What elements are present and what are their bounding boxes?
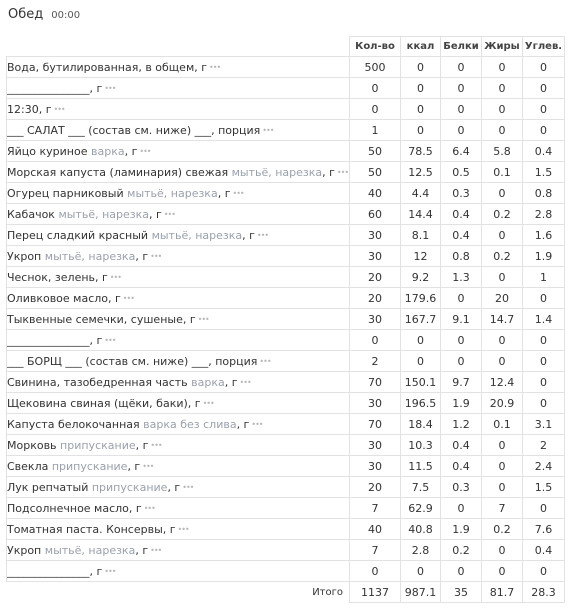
fat-cell: 0 [482,183,523,204]
protein-cell: 0 [441,561,482,582]
food-name: Чеснок, зелень, г [7,270,108,284]
total-carbs: 28.3 [523,582,565,603]
unit-label: , г [167,480,181,494]
quantity-cell[interactable]: 50 [350,162,401,183]
food-name-cell[interactable] [7,141,350,162]
protein-cell: 0 [441,330,482,351]
more-options-icon[interactable]: ••• [104,566,116,576]
fat-cell: 0 [482,456,523,477]
more-options-icon[interactable]: ••• [142,461,154,471]
table-row[interactable] [7,330,565,351]
quantity-cell[interactable]: 0 [350,99,401,120]
food-name: Кабачок [7,207,55,221]
quantity-cell[interactable]: 30 [350,393,401,414]
fat-cell: 0 [482,57,523,78]
preparation-method[interactable]: мытьё, нарезка [44,249,136,263]
carbs-cell: 0.4 [523,141,565,162]
food-name: Вода, бутилированная, в общем, г [7,60,208,74]
food-name-cell[interactable] [7,78,350,99]
protein-cell: 0.4 [441,435,482,456]
unit-label: , г [242,228,255,242]
food-name-cell[interactable] [7,267,350,288]
protein-cell: 0 [441,288,482,309]
quantity-cell[interactable]: 30 [350,435,401,456]
fat-cell: 5.8 [482,141,523,162]
quantity-cell[interactable]: 20 [350,267,401,288]
fat-cell: 0 [482,330,523,351]
food-rows [7,57,565,582]
food-name-cell[interactable] [7,540,350,561]
table-row[interactable] [7,477,565,498]
food-name-cell[interactable] [7,456,350,477]
more-options-icon[interactable]: ••• [150,440,162,450]
unit-label: , г [135,249,149,263]
more-options-icon[interactable]: ••• [251,419,263,429]
kcal-cell: 10.3 [401,435,441,456]
food-name: Морковь [7,438,57,452]
quantity-cell[interactable]: 30 [350,246,401,267]
protein-cell: 0 [441,351,482,372]
table-row[interactable] [7,309,565,330]
food-name-cell[interactable] [7,246,350,267]
kcal-cell: 179.6 [401,288,441,309]
food-name: ___ БОРЩ ___ (состав см. ниже) ___, порция [7,354,258,368]
total-fat: 81.7 [482,582,523,603]
carbs-cell: 0 [523,561,565,582]
protein-cell: 0 [441,120,482,141]
food-name-cell[interactable] [7,204,350,225]
fat-cell: 20.9 [482,393,523,414]
kcal-cell: 12 [401,246,441,267]
food-name: Свинина, тазобедренная часть [7,375,188,389]
kcal-cell: 4.4 [401,183,441,204]
quantity-cell[interactable]: 0 [350,78,401,99]
carbs-cell: 7.6 [523,519,565,540]
food-name: ___ САЛАТ ___ (состав см. ниже) ___, порция [7,123,261,137]
food-name: _______________, г [7,81,103,95]
food-name: Морская капуста (ламинария) свежая [7,165,229,179]
preparation-method[interactable]: мытьё, нарезка [127,186,218,200]
kcal-cell: 9.2 [401,267,441,288]
kcal-cell: 14.4 [401,204,441,225]
protein-cell: 1.9 [441,519,482,540]
unit-label: , г [124,144,138,158]
food-name-cell[interactable] [7,393,350,414]
unit-label: , г [224,375,238,389]
kcal-cell: 11.5 [401,456,441,477]
more-options-icon[interactable]: ••• [150,251,162,261]
food-name: Перец сладкий красный [7,228,149,242]
protein-cell: 0.8 [441,246,482,267]
food-table [6,36,565,603]
food-name: _______________, г [7,564,103,578]
table-row[interactable] [7,162,565,183]
food-name-cell[interactable] [7,435,350,456]
kcal-cell: 8.1 [401,225,441,246]
food-name: Щековина свиная (щёки, баки), г [7,396,201,410]
food-name-cell[interactable] [7,498,350,519]
protein-cell: 0.4 [441,456,482,477]
food-name: Укроп [7,249,42,263]
protein-cell: 0.5 [441,162,482,183]
more-options-icon[interactable]: ••• [104,335,116,345]
table-row[interactable] [7,498,565,519]
table-row[interactable] [7,540,565,561]
fat-cell: 0 [482,435,523,456]
food-name-cell[interactable] [7,57,350,78]
fat-cell: 0 [482,477,523,498]
carbs-cell: 2 [523,435,565,456]
carbs-cell: 0.4 [523,540,565,561]
fat-cell: 20 [482,288,523,309]
kcal-cell: 40.8 [401,519,441,540]
unit-label: , г [322,165,335,179]
quantity-cell[interactable]: 30 [350,225,401,246]
table-row[interactable] [7,225,565,246]
food-name-cell[interactable] [7,330,350,351]
unit-label: , г [217,186,231,200]
column-header-fat: Жиры [482,37,523,57]
table-row[interactable] [7,351,565,372]
more-options-icon[interactable]: ••• [336,167,349,177]
carbs-cell: 0 [523,330,565,351]
table-row[interactable] [7,561,565,582]
food-name-cell[interactable] [7,561,350,582]
carbs-cell: 1 [523,267,565,288]
carbs-cell: 0.8 [523,183,565,204]
fat-cell: 0.1 [482,414,523,435]
total-protein: 35 [441,582,482,603]
food-name-cell[interactable] [7,162,350,183]
kcal-cell: 0 [401,330,441,351]
preparation-method[interactable]: припускание [60,438,136,452]
food-name: Огурец парниковый [7,186,124,200]
kcal-cell: 196.5 [401,393,441,414]
kcal-cell: 78.5 [401,141,441,162]
fat-cell: 0 [482,267,523,288]
protein-cell: 0.2 [441,540,482,561]
fat-cell: 0 [482,351,523,372]
carbs-cell: 0 [523,99,565,120]
meal-title: Обед [8,7,44,22]
preparation-method[interactable]: варка без слива [143,417,237,431]
more-options-icon[interactable]: ••• [239,377,251,387]
fat-cell: 0.2 [482,519,523,540]
more-options-icon[interactable]: ••• [163,209,175,219]
food-name: Капуста белокочанная [7,417,140,431]
table-row[interactable] [7,204,565,225]
fat-cell: 0.2 [482,246,523,267]
food-name-cell[interactable] [7,99,350,120]
preparation-method[interactable]: варка [90,144,125,158]
fat-cell: 0 [482,78,523,99]
food-name-cell[interactable] [7,477,350,498]
more-options-icon[interactable]: ••• [202,398,214,408]
carbs-cell: 1.9 [523,246,565,267]
table-row[interactable] [7,435,565,456]
carbs-cell: 3.1 [523,414,565,435]
more-options-icon[interactable]: ••• [143,503,155,513]
quantity-cell[interactable]: 0 [350,330,401,351]
kcal-cell: 0 [401,57,441,78]
food-name-cell[interactable] [7,225,350,246]
food-name-cell[interactable] [7,309,350,330]
fat-cell: 14.7 [482,309,523,330]
carbs-cell: 2.4 [523,456,565,477]
kcal-cell: 0 [401,351,441,372]
quantity-cell[interactable]: 7 [350,498,401,519]
carbs-cell: 1.6 [523,225,565,246]
kcal-cell: 18.4 [401,414,441,435]
food-name: _______________, г [7,333,103,347]
table-row[interactable] [7,288,565,309]
table-header-row [7,37,565,57]
quantity-cell[interactable]: 20 [350,288,401,309]
more-options-icon[interactable]: ••• [182,482,194,492]
kcal-cell: 0 [401,120,441,141]
preparation-method[interactable]: варка [191,375,225,389]
more-options-icon[interactable]: ••• [109,272,121,282]
carbs-cell: 0 [523,288,565,309]
quantity-cell[interactable]: 0 [350,561,401,582]
more-options-icon[interactable]: ••• [139,146,151,156]
preparation-method[interactable]: припускание [91,480,168,494]
fat-cell: 7 [482,498,523,519]
quantity-cell[interactable]: 1 [350,120,401,141]
protein-cell: 9.7 [441,372,482,393]
food-name: Лук репчатый [7,480,89,494]
food-name-cell[interactable] [7,120,350,141]
table-row[interactable] [7,372,565,393]
table-row[interactable] [7,456,565,477]
kcal-cell: 62.9 [401,498,441,519]
protein-cell: 0 [441,99,482,120]
food-name-cell[interactable] [7,351,350,372]
preparation-method[interactable]: мытьё, нарезка [151,228,243,242]
protein-cell: 0 [441,78,482,99]
quantity-cell[interactable]: 500 [350,57,401,78]
fat-cell: 0 [482,99,523,120]
meal-time[interactable]: 00:00 [51,10,81,21]
kcal-cell: 167.7 [401,309,441,330]
carbs-cell: 0 [523,372,565,393]
protein-cell: 9.1 [441,309,482,330]
preparation-method[interactable]: мытьё, нарезка [44,543,136,557]
carbs-cell: 0 [523,78,565,99]
unit-label: , г [135,543,149,557]
table-row[interactable] [7,78,565,99]
more-options-icon[interactable]: ••• [209,62,221,72]
preparation-method[interactable]: мытьё, нарезка [231,165,323,179]
quantity-cell[interactable]: 20 [350,477,401,498]
food-name: Укроп [7,543,42,557]
more-options-icon[interactable]: ••• [197,314,209,324]
fat-cell: 0 [482,225,523,246]
protein-cell: 0 [441,498,482,519]
food-name: Томатная паста. Консервы, г [7,522,176,536]
food-name-cell[interactable] [7,288,350,309]
quantity-cell[interactable]: 40 [350,183,401,204]
carbs-cell: 0 [523,393,565,414]
unit-label: , г [149,207,162,221]
table-row[interactable] [7,120,565,141]
more-options-icon[interactable]: ••• [104,83,116,93]
protein-cell: 1.2 [441,414,482,435]
quantity-cell[interactable]: 30 [350,456,401,477]
food-name: Подсолнечное масло, г [7,501,142,515]
column-header-carbs: Углев. [523,37,565,57]
kcal-cell: 0 [401,561,441,582]
column-header-kcal: ккал [401,37,441,57]
unit-label: , г [236,417,250,431]
food-name: Оливковое масло, г [7,291,121,305]
carbs-cell: 1.5 [523,162,565,183]
quantity-cell[interactable]: 60 [350,204,401,225]
quantity-cell[interactable]: 50 [350,141,401,162]
quantity-cell[interactable]: 70 [350,414,401,435]
food-name: Яйцо куриное [7,144,88,158]
more-options-icon[interactable]: ••• [232,188,244,198]
preparation-method[interactable]: мытьё, нарезка [58,207,150,221]
quantity-cell[interactable]: 7 [350,540,401,561]
total-row [7,582,565,603]
kcal-cell: 0 [401,99,441,120]
protein-cell: 6.4 [441,141,482,162]
unit-label: , г [135,438,149,452]
fat-cell: 0 [482,561,523,582]
total-kcal: 987.1 [401,582,441,603]
protein-cell: 1.9 [441,393,482,414]
table-row[interactable] [7,57,565,78]
quantity-cell[interactable]: 40 [350,519,401,540]
carbs-cell: 2.8 [523,204,565,225]
more-options-icon[interactable]: ••• [122,293,134,303]
carbs-cell: 1.4 [523,309,565,330]
carbs-cell: 0 [523,57,565,78]
protein-cell: 0.3 [441,477,482,498]
more-options-icon[interactable]: ••• [177,524,189,534]
total-label: Итого [7,582,350,603]
kcal-cell: 2.8 [401,540,441,561]
column-header-protein: Белки [441,37,482,57]
total-qty: 1137 [350,582,401,603]
preparation-method[interactable]: припускание [51,459,128,473]
table-row[interactable] [7,246,565,267]
quantity-cell[interactable]: 70 [350,372,401,393]
more-options-icon[interactable]: ••• [262,125,274,135]
food-name: Тыквенные семечки, сушеные, г [7,312,196,326]
fat-cell: 0 [482,540,523,561]
food-name: 12:30, г [7,102,52,116]
more-options-icon[interactable]: ••• [259,356,271,366]
protein-cell: 1.3 [441,267,482,288]
carbs-cell: 0 [523,498,565,519]
food-name: Свекла [7,459,49,473]
kcal-cell: 12.5 [401,162,441,183]
more-options-icon[interactable]: ••• [150,545,162,555]
protein-cell: 0.4 [441,204,482,225]
fat-cell: 0.1 [482,162,523,183]
table-row[interactable] [7,99,565,120]
fat-cell: 0.2 [482,204,523,225]
kcal-cell: 150.1 [401,372,441,393]
meal-header [8,7,80,25]
carbs-cell: 0 [523,120,565,141]
quantity-cell[interactable]: 2 [350,351,401,372]
protein-cell: 0 [441,57,482,78]
food-name-cell[interactable] [7,183,350,204]
protein-cell: 0.4 [441,225,482,246]
more-options-icon[interactable]: ••• [256,230,269,240]
fat-cell: 0 [482,120,523,141]
table-row[interactable] [7,393,565,414]
food-name-cell[interactable] [7,414,350,435]
carbs-cell: 0 [523,351,565,372]
fat-cell: 12.4 [482,372,523,393]
food-name-cell[interactable] [7,372,350,393]
unit-label: , г [127,459,141,473]
table-row[interactable] [7,519,565,540]
table-row[interactable] [7,141,565,162]
kcal-cell: 0 [401,78,441,99]
kcal-cell: 7.5 [401,477,441,498]
quantity-cell[interactable]: 30 [350,309,401,330]
more-options-icon[interactable]: ••• [53,104,65,114]
table-row[interactable] [7,183,565,204]
table-row[interactable] [7,267,565,288]
protein-cell: 0.3 [441,183,482,204]
food-name-cell[interactable] [7,519,350,540]
column-header-name [7,37,350,57]
table-row[interactable] [7,414,565,435]
column-header-qty: Кол-во [350,37,401,57]
carbs-cell: 1.5 [523,477,565,498]
